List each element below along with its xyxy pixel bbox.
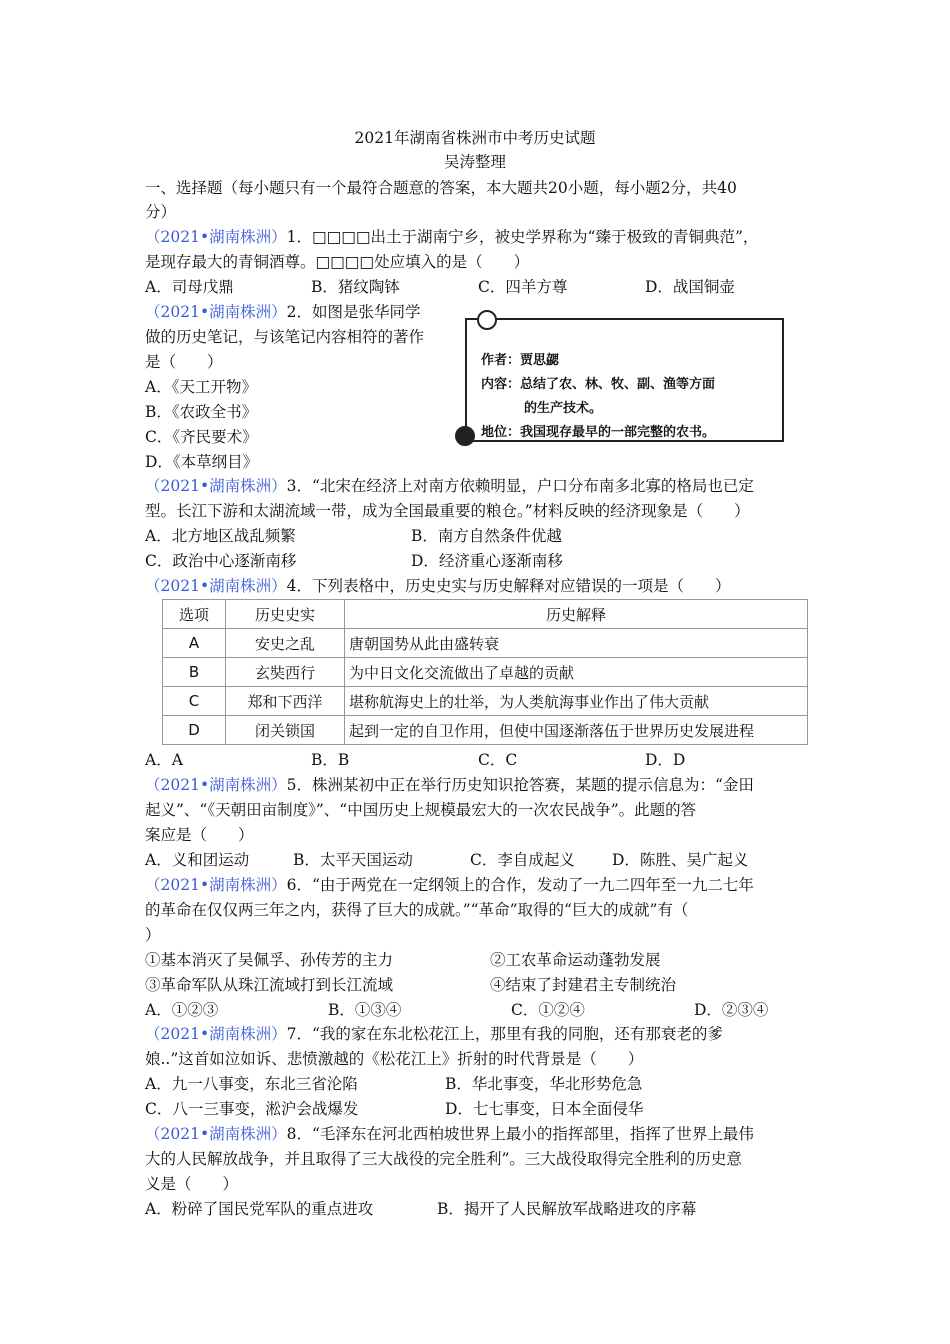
q3-option-d: D．经济重心逐渐南移 (411, 552, 563, 570)
source-tag: （2021•湖南株洲） (145, 228, 287, 246)
question-text: 1．□□□□出土于湖南宁乡，被史学界称为“臻于极致的青铜典范”， (286, 228, 759, 246)
q1-option-c: C．四羊方尊 (478, 278, 568, 296)
table-row (163, 687, 808, 716)
q7-option-b: B．华北事变，华北形势危急 (445, 1075, 643, 1093)
question-5-cont: 起义”、“《天朝田亩制度》”、“中国历史上规模最宏大的一次农民战争”。此题的答 (145, 801, 697, 819)
source-tag: （2021•湖南株洲） (145, 303, 287, 321)
source-tag: （2021•湖南株洲） (145, 776, 287, 794)
q6-item-1: ①基本消灭了吴佩孚、孙传芳的主力 (145, 951, 394, 969)
question-3 (145, 474, 754, 498)
history-table (162, 599, 808, 745)
source-tag: （2021•湖南株洲） (145, 1125, 287, 1143)
q6-option-d: D．②③④ (694, 1001, 769, 1019)
table-cell: B (163, 658, 226, 687)
section-heading-cont: 分） (145, 203, 177, 221)
q6-item-3: ③革命军队从珠江流域打到长江流域 (145, 976, 394, 994)
source-tag: （2021•湖南株洲） (145, 876, 287, 894)
question-1 (145, 225, 758, 249)
q3-option-a: A．北方地区战乱频繁 (145, 527, 296, 545)
note-content: 内容：总结了农、林、牧、副、渔等方面 (481, 377, 716, 392)
question-text: 3．“北宋在经济上对南方依赖明显，户口分布南多北寡的格局也已定 (286, 477, 754, 495)
table-cell: 堪称航海史上的壮举，为人类航海事业作出了伟大贡献 (345, 687, 808, 716)
q6-item-4: ④结束了封建君主专制统治 (490, 976, 677, 994)
question-4 (145, 574, 730, 598)
q2-option-d: D．《本草纲目》 (145, 453, 259, 471)
q8-option-b: B．揭开了人民解放军战略进攻的序幕 (437, 1200, 697, 1218)
source-tag: （2021•湖南株洲） (145, 1025, 287, 1043)
question-5-cont: 案应是（ ） (145, 826, 254, 844)
q2-option-b: B．《农政全书》 (145, 403, 258, 421)
table-cell: 郑和下西洋 (226, 687, 345, 716)
table-cell: 唐朝国势从此由盛转衰 (345, 629, 808, 658)
q3-option-c: C．政治中心逐渐南移 (145, 552, 297, 570)
question-text: 6．“由于两党在一定纲领上的合作，发动了一九二四年至一九二七年 (286, 876, 754, 894)
q4-option-a: A．A (145, 751, 183, 769)
scroll-curl-top-icon (477, 310, 497, 330)
q4-option-b: B．B (311, 751, 350, 769)
q5-option-b: B．太平天国运动 (293, 851, 413, 869)
question-text: 8．“毛泽东在河北西柏坡世界上最小的指挥部里，指挥了世界上最伟 (286, 1125, 754, 1143)
section-heading: 一、选择题（每小题只有一个最符合题意的答案，本大题共20小题，每小题2分，共40 (145, 179, 737, 197)
table-cell: 闭关锁国 (226, 716, 345, 745)
table-cell: D (163, 716, 226, 745)
question-text: 7．“我的家在东北松花江上，那里有我的同胞，还有那衰老的爹 (286, 1025, 723, 1043)
q7-option-d: D．七七事变，日本全面侵华 (445, 1100, 644, 1118)
question-7 (145, 1022, 723, 1046)
question-1-cont: 是现存最大的青铜酒尊。□□□□处应填入的是（ ） (145, 253, 530, 271)
question-8 (145, 1122, 754, 1146)
question-6 (145, 873, 754, 897)
table-header: 选项 (163, 600, 226, 629)
table-header-row (163, 600, 808, 629)
q7-option-a: A．九一八事变，东北三省沦陷 (145, 1075, 358, 1093)
q2-option-c: C．《齐民要术》 (145, 428, 258, 446)
q6-option-a: A．①②③ (145, 1001, 219, 1019)
question-2-cont: 是（ ） (145, 353, 223, 371)
q6-option-c: C．①②④ (511, 1001, 585, 1019)
table-row (163, 716, 808, 745)
q2-option-a: A．《天工开物》 (145, 378, 257, 396)
q6-item-2: ②工农革命运动蓬勃发展 (490, 951, 661, 969)
q1-option-b: B．猪纹陶钵 (311, 278, 400, 296)
q7-option-c: C．八一三事变，淞沪会战爆发 (145, 1100, 359, 1118)
question-7-cont: 娘..”这首如泣如诉、悲愤激越的《松花江上》折射的时代背景是（ ） (145, 1050, 644, 1068)
question-8-cont: 大的人民解放战争，并且取得了三大战役的完全胜利”。三大战役取得完全胜利的历史意 (145, 1150, 742, 1168)
note-author: 作者：贾思勰 (481, 353, 560, 368)
question-text: 5．株洲某初中正在举行历史知识抢答赛，某题的提示信息为：“金田 (286, 776, 754, 794)
q3-option-b: B．南方自然条件优越 (411, 527, 562, 545)
table-cell: 为中日文化交流做出了卓越的贡献 (345, 658, 808, 687)
q4-option-d: D．D (645, 751, 686, 769)
history-note-scroll (455, 308, 790, 448)
source-tag: （2021•湖南株洲） (145, 477, 287, 495)
q8-option-a: A．粉碎了国民党军队的重点进攻 (145, 1200, 374, 1218)
question-text: 2．如图是张华同学 (286, 303, 421, 321)
scroll-paper (465, 318, 784, 442)
q6-option-b: B．①③④ (328, 1001, 402, 1019)
question-6-cont: 的革命在仅仅两三年之内，获得了巨大的成就。”“革命”取得的“巨大的成就”有（ (145, 901, 689, 919)
table-row (163, 629, 808, 658)
question-2-cont: 做的历史笔记，与该笔记内容相符的著作 (145, 328, 425, 346)
table-cell: C (163, 687, 226, 716)
question-8-cont: 义是（ ） (145, 1175, 239, 1193)
q5-option-d: D．陈胜、吴广起义 (612, 851, 749, 869)
question-text: 4．下列表格中，历史史实与历史解释对应错误的一项是（ ） (286, 577, 731, 595)
table-cell: 玄奘西行 (226, 658, 345, 687)
q5-option-a: A．义和团运动 (145, 851, 250, 869)
source-tag: （2021•湖南株洲） (145, 577, 287, 595)
q5-option-c: C．李自成起义 (470, 851, 575, 869)
question-2 (145, 300, 420, 324)
table-cell: A (163, 629, 226, 658)
question-6-cont: ） (145, 926, 161, 944)
table-cell: 起到一定的自卫作用，但使中国逐渐落伍于世界历史发展进程 (345, 716, 808, 745)
compiler-name: 吴涛整理 (443, 153, 506, 171)
q1-option-a: A．司母戊鼎 (145, 278, 234, 296)
note-status: 地位：我国现存最早的一部完整的农书。 (481, 425, 716, 440)
page-title: 2021年湖南省株洲市中考历史试题 (354, 129, 596, 147)
note-content-cont: 的生产技术。 (524, 401, 603, 416)
q1-option-d: D．战国铜壶 (645, 278, 735, 296)
question-3-cont: 型。长江下游和太湖流域一带，成为全国最重要的粮仓。”材料反映的经济现象是（ ） (145, 502, 750, 520)
table-header: 历史史实 (226, 600, 345, 629)
table-cell: 安史之乱 (226, 629, 345, 658)
question-5 (145, 773, 754, 797)
table-header: 历史解释 (345, 600, 808, 629)
scroll-curl-bottom-icon (455, 426, 475, 446)
q4-option-c: C．C (478, 751, 518, 769)
table-row (163, 658, 808, 687)
